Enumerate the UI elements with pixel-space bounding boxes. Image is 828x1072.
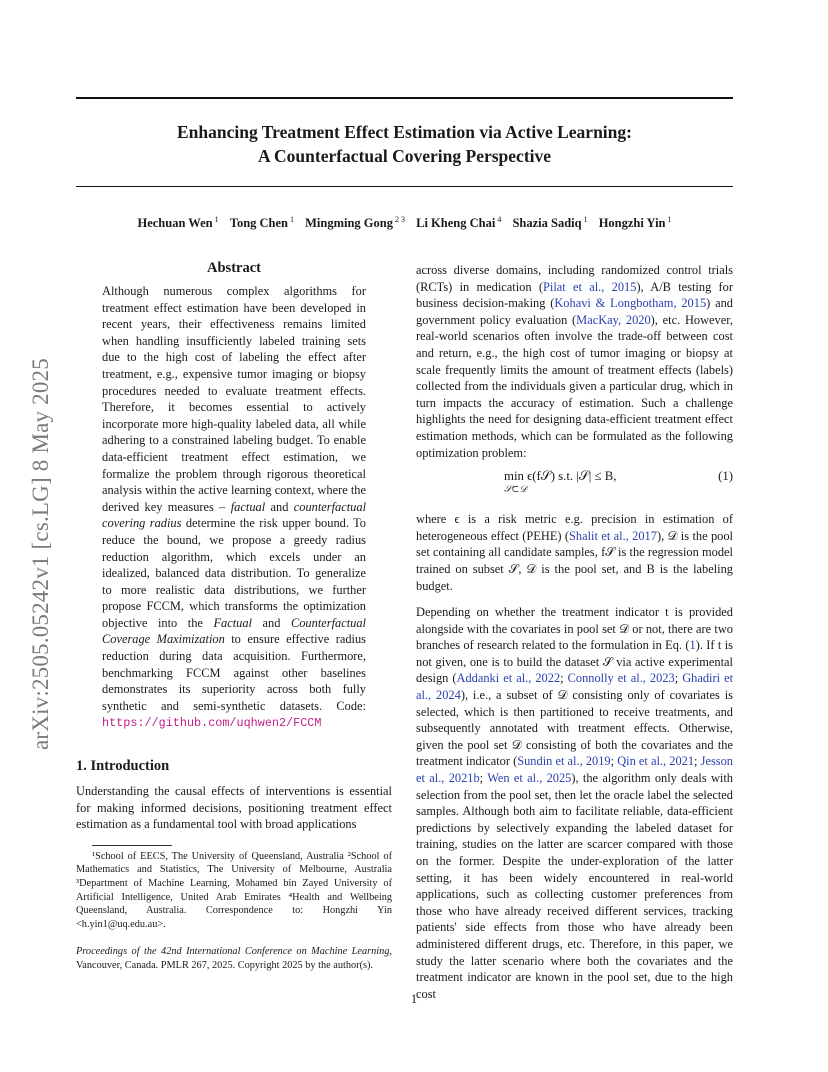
abstract-emphasis: factual <box>230 499 266 514</box>
body-text: ) and government policy evaluation ( <box>416 296 733 327</box>
abstract-emphasis: Counterfactual Coverage Maximization <box>102 615 366 647</box>
introduction-heading: 1. Introduction <box>76 758 170 775</box>
citation-link[interactable]: Kohavi & Longbotham, 2015 <box>554 296 707 311</box>
citation-link[interactable]: Pilat et al., 2015 <box>543 279 637 294</box>
page-number: 1 <box>410 992 418 1006</box>
body-text: ), A/B testing for business decision-making ( <box>416 279 734 311</box>
abstract-text: and <box>265 499 294 514</box>
intro-paragraph-left: Understanding the causal effects of interventions is essential for making informed decisions, positioning treatment effect estimation as a fundamental tool with broad applications <box>76 784 392 832</box>
abstract-heading: Abstract <box>207 260 261 276</box>
body-text: ; <box>694 754 701 769</box>
proceedings-venue: Proceedings of the 42nd International Conference on Machine Learning <box>76 946 390 958</box>
author-name: Mingming Gong <box>305 216 393 231</box>
author-name: Hechuan Wen <box>137 216 213 231</box>
citation-link[interactable]: Shalit et al., 2017 <box>569 528 657 543</box>
affiliation-mark: 1 <box>667 215 672 224</box>
arxiv-identifier-stamp: arXiv:2505.05242v1 [cs.LG] 8 May 2025 <box>28 358 53 750</box>
author <box>230 216 294 230</box>
body-text: ; <box>479 771 488 786</box>
abstract-emphasis: counterfactual covering radius <box>102 499 367 531</box>
author-name: Tong Chen <box>229 216 288 231</box>
affiliation-mark: 2 3 <box>395 215 405 224</box>
body-text: ). If t is not given, one is to build the dataset 𝒮 via active experimental design ( <box>416 638 733 686</box>
body-text: ), the algorithm only deals with selection from the pool set, then let the oracle label the selected samples. Although both aim to facilitate reliable, data-efficient predictions by selectively expanding the labeled dataset for training, studies on the latter are scarcer compared with those on the former. Despite the under-exploration of the latter setting, it has been widely encountered in real-world applications, such as collecting customer preferences from those who have already received different services, tracking patients' side effects from those who have already been administered different drugs, etc. Therefore, in this paper, we study the latter scenario where both the covariates and the treatment indicator are known in the pool set, due to the high cost <box>416 771 733 1001</box>
author <box>512 216 587 230</box>
proceedings-note <box>76 945 392 972</box>
intro-paragraph-1 <box>416 262 733 461</box>
author-name: Li Kheng Chai <box>416 216 496 231</box>
body-text: ), etc. However, real-world scenarios often involve the trade-off between cost and return, e.g., the high cost of tumor imaging or biopsy at scale frequently limits the amount of treatment effects (labels) collected from the individuals given a particular drug, which in turn impacts the accuracy of estimation. Such a challenge highlights the need for designing data-efficient treatment effect estimation methods, which can be formulated as the following optimization problem: <box>416 312 733 460</box>
citation-link[interactable]: Jesson et al., 2021b <box>416 754 733 786</box>
citation-link[interactable]: Connolly et al., 2023 <box>567 671 675 686</box>
abstract-text: Although numerous complex algorithms for treatment effect estimation have been developed in recent years, their effectiveness remains limited when handling insufficiently labeled training sets due to the high cost of labeling the effect after treatment, e.g., expensive tumor imaging or biopsy procedures needed to evaluate treatment effects. Therefore, it becomes essential to actively incorporate more high-quality labeled data, all while adhering to a constrained labeling budget. To enable data-efficient treatment effect estimation, we formalize the problem through rigorous theoretical analysis within the active learning context, where the derived key measures – <box>102 284 366 514</box>
affiliation-mark: 1 <box>290 215 294 224</box>
affiliation-mark: 4 <box>497 215 502 224</box>
author-name: Hongzhi Yin <box>598 216 666 231</box>
affiliations-footnote: ¹School of EECS, The University of Queensland, Australia ²School of Mathematics and Statistics, The University of Melbourne, Australia ³Department of Machine Learning, Mohamed bin Zayed University of Artificial Intelligence, United Arab Emirates ⁴Health and Wellbeing Queensland, Australia. Correspondence to: Hongzhi Yin <h.yin1@uq.edu.au>. <box>76 850 392 930</box>
citation-link[interactable]: Ghadiri et al., 2024 <box>416 671 734 703</box>
body-text: ; <box>610 754 618 769</box>
abstract-text: determine the risk upper bound. To reduce the bound, we propose a greedy radius reduction algorithm, which excels under an idealized, balanced data distribution. To generalize to more realistic data distributions, we further propose FCCM, which transforms the optimization objective into the <box>102 516 366 630</box>
equation-number: (1) <box>718 469 733 484</box>
proceedings-details: , Vancouver, Canada. PMLR 267, 2025. Copyright 2025 by the author(s). <box>76 946 392 971</box>
abstract-emphasis: Factual <box>213 615 252 630</box>
paragraph-gap <box>416 594 733 604</box>
author <box>599 216 672 230</box>
author <box>137 216 218 230</box>
citation-link[interactable]: Sundin et al., 2019 <box>517 754 611 769</box>
body-text: where ϵ is a risk metric e.g. precision in estimation of heterogeneous effect (PEHE) ( <box>416 512 733 543</box>
author-name: Shazia Sadiq <box>512 216 582 231</box>
citation-link[interactable]: MacKay, 2020 <box>576 312 651 327</box>
body-text: ), i.e., a subset of 𝒟 consisting only of covariates is selected, which is then partitioned to receive treatments, and subsequently annotated with treatment effects. Otherwise, given the pool set 𝒟 consisting of both the covariates and the treatment indicator ( <box>416 688 733 769</box>
title-top-rule <box>76 97 733 99</box>
author-list <box>76 215 733 231</box>
abstract-body <box>102 283 366 732</box>
affiliation-mark: 1 <box>214 215 219 224</box>
body-text: across diverse domains, including randomized control trials (RCTs) in medication ( <box>416 263 733 294</box>
title-line-1: Enhancing Treatment Effect Estimation via Active Learning: <box>177 122 632 142</box>
body-text: ; <box>560 671 568 686</box>
code-link[interactable]: https://github.com/uqhwen2/FCCM <box>102 716 322 731</box>
paper-title <box>76 120 733 168</box>
body-text: ; <box>674 671 683 686</box>
right-column <box>416 262 733 1002</box>
equation-1 <box>416 467 733 503</box>
intro-paragraph-3 <box>416 604 733 1002</box>
equation-reference-link[interactable]: 1 <box>689 638 696 653</box>
equation-subscript: 𝒮⊂𝒟 <box>504 485 527 496</box>
left-column <box>76 260 392 973</box>
citation-link[interactable]: Qin et al., 2021 <box>617 754 695 769</box>
author <box>416 216 501 230</box>
body-text: Depending on whether the treatment indicator t is provided alongside with the covariates in pool set 𝒟 or not, there are two branches of research related to the formulation in Eq. ( <box>416 605 733 653</box>
abstract-text: and <box>252 615 291 630</box>
title-bottom-rule <box>76 186 733 187</box>
body-text: ), 𝒟 is the pool set containing all candidate samples, f𝒮 is the regression model trained on subset 𝒮, 𝒟 is the pool set, and B is the labeling budget. <box>416 528 733 593</box>
citation-link[interactable]: Wen et al., 2025 <box>487 771 572 786</box>
citation-link[interactable]: Addanki et al., 2022 <box>456 671 561 686</box>
author <box>305 216 405 230</box>
affiliation-mark: 1 <box>583 215 588 224</box>
equation-expression: min ϵ(f𝒮) s.t. |𝒮| ≤ B, <box>504 469 617 484</box>
footnote-rule <box>92 845 172 846</box>
intro-paragraph-2 <box>416 511 733 594</box>
title-line-2: A Counterfactual Covering Perspective <box>257 146 552 166</box>
abstract-text: to ensure effective radius reduction during data acquisition. Furthermore, benchmarking FCCM against other baselines demonstrates its superiority across both fully synthetic and semi-synthetic datasets. Code: <box>102 632 366 713</box>
